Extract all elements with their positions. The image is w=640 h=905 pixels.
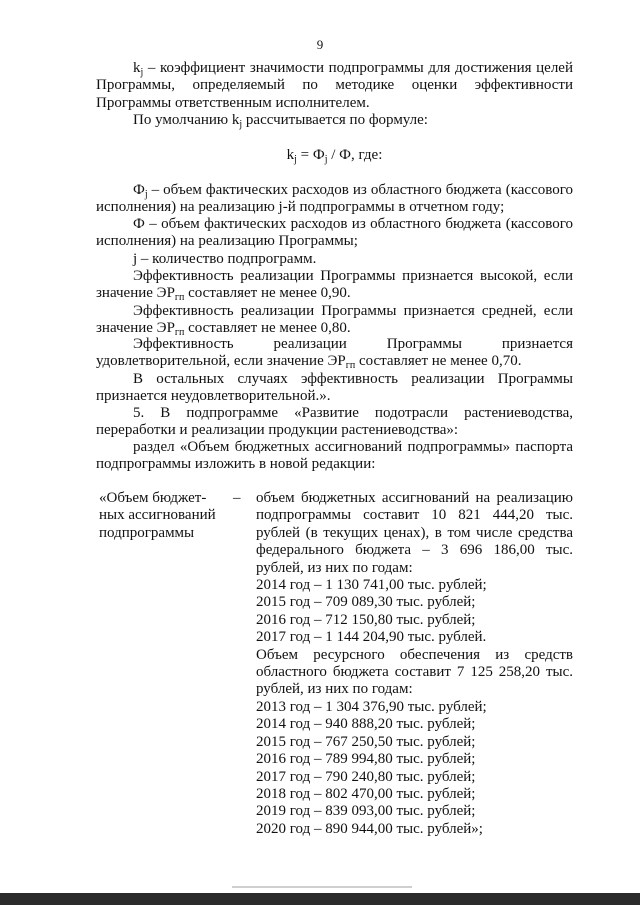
federal-year-line: 2014 год – 1 130 741,00 тыс. рублей; bbox=[256, 577, 487, 594]
federal-year-line: 2016 год – 712 150,80 тыс. рублей; bbox=[256, 611, 476, 628]
passport-label-line: «Объем бюджет- bbox=[99, 490, 207, 506]
formula-sub-1: j bbox=[294, 154, 297, 165]
fj-symbol: Ф bbox=[133, 182, 145, 198]
page-number: 9 bbox=[316, 37, 324, 52]
scan-smudge bbox=[232, 886, 412, 888]
fj-text: – объем фактических расходов из областного бюджета (кассового исполнения) на реализацию j-й подпрограммы в отчетном году; bbox=[96, 182, 573, 216]
mid-text-a: Эффективность реализации Программы признается средней, если значение ЭР bbox=[96, 303, 573, 337]
paragraph-j: j – количество подпрограмм. bbox=[133, 251, 317, 267]
sat-text-a: Эффективность реализации Программы признается удовлетворительной, если значение ЭР bbox=[96, 336, 573, 370]
high-subscript: гп bbox=[174, 292, 185, 304]
regional-intro: Объем ресурсного обеспечения из средств областного бюджета составит 7 125 258,20 тыс. рублей, из них по годам: bbox=[256, 646, 573, 698]
federal-year-line: 2017 год – 1 144 204,90 тыс. рублей. bbox=[256, 629, 487, 646]
default-text-a: По умолчанию k bbox=[133, 112, 240, 128]
formula bbox=[96, 147, 573, 164]
regional-year-line: 2015 год – 767 250,50 тыс. рублей; bbox=[256, 733, 476, 750]
paragraph-f: Ф – объем фактических расходов из областного бюджета (кассового исполнения) на реализацию Программы; bbox=[96, 216, 573, 250]
paragraph-mid bbox=[96, 303, 573, 338]
kj-symbol: k bbox=[133, 60, 141, 76]
regional-year-line: 2014 год – 940 888,20 тыс. рублей; bbox=[256, 716, 476, 733]
paragraph-high bbox=[96, 268, 573, 303]
mid-subscript: гп bbox=[174, 327, 185, 339]
passport-content bbox=[256, 490, 573, 838]
sat-subscript: гп bbox=[345, 360, 356, 372]
high-text-b: составляет не менее 0,90. bbox=[184, 285, 351, 302]
paragraph-default-formula bbox=[96, 112, 573, 129]
formula-part-a: k bbox=[286, 147, 295, 163]
regional-year-line: 2013 год – 1 304 376,90 тыс. рублей; bbox=[256, 698, 487, 715]
regional-year-line: 2019 год – 839 093,00 тыс. рублей; bbox=[256, 803, 476, 820]
regional-year-line: 2020 год – 890 944,00 тыс. рублей»; bbox=[256, 820, 483, 837]
paragraph-fj bbox=[96, 182, 573, 217]
paragraph-5: 5. В подпрограмме «Развитие подотрасли растениеводства, переработки и реализации продукции растениеводства»: bbox=[96, 405, 573, 439]
passport-intro: объем бюджетных ассигнований на реализацию подпрограммы составит 10 821 444,20 тыс. рублей (в текущих ценах), в том числе средства федерального бюджета – 3 696 186,00 тыс. рублей, из них по годам: bbox=[256, 490, 573, 576]
kj-text: – коэффициент значимости подпрограммы для достижения целей Программы, определяемый по методике оценки эффективности Программы ответственным исполнителем. bbox=[96, 60, 573, 111]
high-text-a: Эффективность реализации Программы признается высокой, если значение ЭР bbox=[96, 268, 573, 302]
default-text-b: рассчитывается по формуле: bbox=[242, 112, 428, 128]
scan-bottom-edge bbox=[0, 893, 640, 905]
default-subscript: j bbox=[239, 119, 243, 130]
regional-year-line: 2017 год – 790 240,80 тыс. рублей; bbox=[256, 768, 476, 785]
federal-year-line: 2015 год – 709 089,30 тыс. рублей; bbox=[256, 594, 476, 611]
kj-subscript: j bbox=[140, 67, 144, 78]
fj-subscript: j bbox=[144, 189, 148, 200]
formula-part-c: / Ф, где: bbox=[327, 147, 383, 163]
paragraph-section: раздел «Объем бюджетных ассигнований подпрограммы» паспорта подпрограммы изложить в новой редакции: bbox=[96, 439, 573, 473]
mid-text-b: составляет не менее 0,80. bbox=[184, 320, 351, 337]
regional-year-line: 2016 год – 789 994,80 тыс. рублей; bbox=[256, 751, 476, 768]
paragraph-other: В остальных случаях эффективность реализации Программы признается неудовлетворительной.». bbox=[96, 371, 573, 405]
paragraph-satisfactory bbox=[96, 336, 573, 371]
regional-year-line: 2018 год – 802 470,00 тыс. рублей; bbox=[256, 785, 476, 802]
passport-label-line: ных ассигнований bbox=[99, 507, 216, 524]
formula-sub-2: j bbox=[324, 154, 328, 165]
sat-text-b: составляет не менее 0,70. bbox=[355, 353, 522, 370]
passport-dash: – bbox=[233, 490, 241, 506]
formula-part-b: = Ф bbox=[296, 147, 325, 163]
passport-label bbox=[99, 490, 229, 542]
paragraph-kj-definition bbox=[96, 60, 573, 112]
passport-label-line: подпрограммы bbox=[99, 524, 195, 541]
